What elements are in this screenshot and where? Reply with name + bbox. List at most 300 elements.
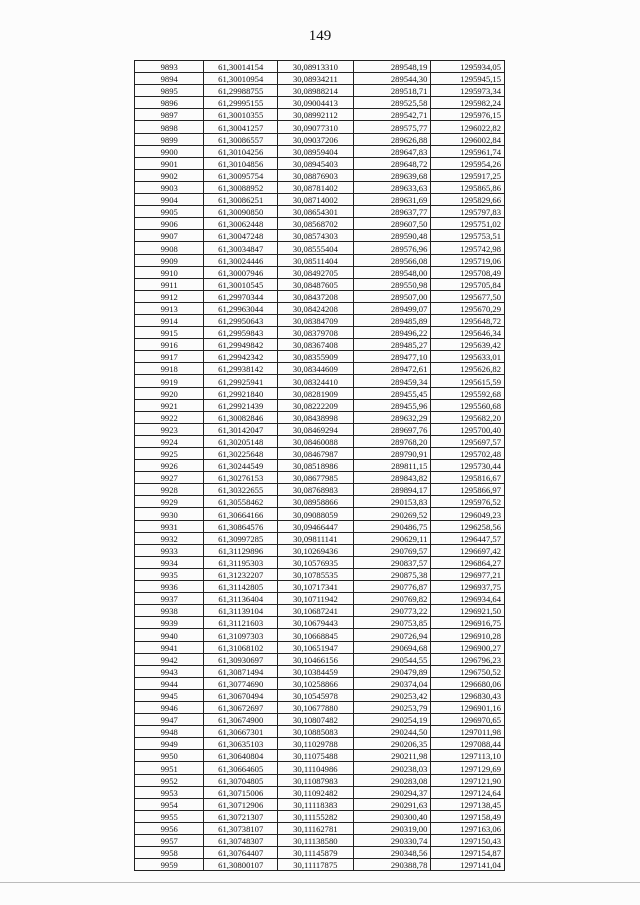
table-row [135,822,505,834]
longitude-cell: 30,10717341 [278,581,354,593]
x-coordinate-cell: 289544,30 [353,73,431,85]
table-row [135,472,505,484]
latitude-cell: 61,30007946 [204,266,278,278]
y-coordinate-cell: 1295646,34 [431,327,505,339]
longitude-cell: 30,09466447 [278,520,354,532]
longitude-cell: 30,10651947 [278,641,354,653]
x-coordinate-cell: 290753,85 [353,617,431,629]
y-coordinate-cell: 1296921,50 [431,605,505,617]
longitude-cell: 30,11087983 [278,774,354,786]
point-number-cell: 9917 [135,351,204,363]
latitude-cell: 61,30088952 [204,181,278,193]
x-coordinate-cell: 289697,76 [353,423,431,435]
y-coordinate-cell: 1296864,27 [431,556,505,568]
x-coordinate-cell: 290294,37 [353,786,431,798]
y-coordinate-cell: 1296002,84 [431,133,505,145]
table-row [135,351,505,363]
x-coordinate-cell: 289648,72 [353,157,431,169]
longitude-cell: 30,08913310 [278,61,354,73]
table-row [135,194,505,206]
latitude-cell: 61,31232207 [204,568,278,580]
x-coordinate-cell: 289548,19 [353,61,431,73]
table-row [135,327,505,339]
latitude-cell: 61,30715006 [204,786,278,798]
point-number-cell: 9945 [135,689,204,701]
table-row [135,339,505,351]
y-coordinate-cell: 1295917,25 [431,169,505,181]
latitude-cell: 61,30104256 [204,145,278,157]
latitude-cell: 61,30010545 [204,278,278,290]
point-number-cell: 9915 [135,327,204,339]
point-number-cell: 9922 [135,411,204,423]
y-coordinate-cell: 1297113,10 [431,750,505,762]
table-row [135,61,505,73]
table-row [135,460,505,472]
point-number-cell: 9924 [135,435,204,447]
point-number-cell: 9907 [135,230,204,242]
latitude-cell: 61,29925941 [204,375,278,387]
longitude-cell: 30,08992112 [278,109,354,121]
latitude-cell: 61,30034847 [204,242,278,254]
x-coordinate-cell: 290291,63 [353,798,431,810]
y-coordinate-cell: 1295816,67 [431,472,505,484]
latitude-cell: 61,31136404 [204,593,278,605]
y-coordinate-cell: 1295705,84 [431,278,505,290]
latitude-cell: 61,30142047 [204,423,278,435]
latitude-cell: 61,30721307 [204,810,278,822]
x-coordinate-cell: 290486,75 [353,520,431,532]
table-row [135,399,505,411]
longitude-cell: 30,08424208 [278,302,354,314]
longitude-cell: 30,08959404 [278,145,354,157]
latitude-cell: 61,30672697 [204,701,278,713]
y-coordinate-cell: 1296977,21 [431,568,505,580]
table-row [135,181,505,193]
latitude-cell: 61,29921840 [204,387,278,399]
point-number-cell: 9944 [135,677,204,689]
table-row [135,798,505,810]
longitude-cell: 30,08555404 [278,242,354,254]
x-coordinate-cell: 290319,00 [353,822,431,834]
latitude-cell: 61,29949842 [204,339,278,351]
point-number-cell: 9932 [135,532,204,544]
point-number-cell: 9897 [135,109,204,121]
y-coordinate-cell: 1296022,82 [431,121,505,133]
latitude-cell: 61,30670494 [204,689,278,701]
latitude-cell: 61,29970344 [204,290,278,302]
y-coordinate-cell: 1295751,02 [431,218,505,230]
point-number-cell: 9958 [135,847,204,859]
point-number-cell: 9902 [135,169,204,181]
point-number-cell: 9898 [135,121,204,133]
latitude-cell: 61,30322655 [204,484,278,496]
latitude-cell: 61,30704805 [204,774,278,786]
latitude-cell: 61,29959843 [204,327,278,339]
table-row [135,653,505,665]
table-row [135,157,505,169]
point-number-cell: 9905 [135,206,204,218]
latitude-cell: 61,31097303 [204,629,278,641]
latitude-cell: 61,30024446 [204,254,278,266]
point-number-cell: 9931 [135,520,204,532]
y-coordinate-cell: 1295670,29 [431,302,505,314]
table-row [135,701,505,713]
latitude-cell: 61,30640804 [204,750,278,762]
longitude-cell: 30,08714002 [278,194,354,206]
y-coordinate-cell: 1296796,23 [431,653,505,665]
y-coordinate-cell: 1295976,52 [431,496,505,508]
x-coordinate-cell: 289455,96 [353,399,431,411]
point-number-cell: 9919 [135,375,204,387]
x-coordinate-cell: 289550,98 [353,278,431,290]
longitude-cell: 30,08324410 [278,375,354,387]
x-coordinate-cell: 290330,74 [353,835,431,847]
table-row [135,411,505,423]
longitude-cell: 30,08492705 [278,266,354,278]
latitude-cell: 61,30062448 [204,218,278,230]
x-coordinate-cell: 289637,77 [353,206,431,218]
table-row [135,121,505,133]
x-coordinate-cell: 289631,69 [353,194,431,206]
y-coordinate-cell: 1296447,57 [431,532,505,544]
point-number-cell: 9949 [135,738,204,750]
latitude-cell: 61,30930697 [204,653,278,665]
x-coordinate-cell: 290253,79 [353,701,431,713]
longitude-cell: 30,08222209 [278,399,354,411]
longitude-cell: 30,10785535 [278,568,354,580]
point-number-cell: 9953 [135,786,204,798]
latitude-cell: 61,30764407 [204,847,278,859]
point-number-cell: 9906 [135,218,204,230]
point-number-cell: 9916 [135,339,204,351]
x-coordinate-cell: 290388,78 [353,859,431,871]
x-coordinate-cell: 289626,88 [353,133,431,145]
x-coordinate-cell: 289768,20 [353,435,431,447]
x-coordinate-cell: 289894,17 [353,484,431,496]
y-coordinate-cell: 1295945,15 [431,73,505,85]
longitude-cell: 30,08467987 [278,448,354,460]
x-coordinate-cell: 290773,22 [353,605,431,617]
y-coordinate-cell: 1297129,69 [431,762,505,774]
latitude-cell: 61,31129896 [204,544,278,556]
table-row [135,810,505,822]
longitude-cell: 30,10466156 [278,653,354,665]
point-number-cell: 9912 [135,290,204,302]
point-number-cell: 9893 [135,61,204,73]
latitude-cell: 61,30082846 [204,411,278,423]
x-coordinate-cell: 290153,83 [353,496,431,508]
y-coordinate-cell: 1295633,01 [431,351,505,363]
x-coordinate-cell: 290629,11 [353,532,431,544]
y-coordinate-cell: 1295677,50 [431,290,505,302]
table-row [135,254,505,266]
x-coordinate-cell: 290875,38 [353,568,431,580]
latitude-cell: 61,30095754 [204,169,278,181]
point-number-cell: 9941 [135,641,204,653]
point-number-cell: 9939 [135,617,204,629]
table-row [135,677,505,689]
table-row [135,423,505,435]
latitude-cell: 61,30010355 [204,109,278,121]
x-coordinate-cell: 290776,87 [353,581,431,593]
latitude-cell: 61,30244549 [204,460,278,472]
latitude-cell: 61,30871494 [204,665,278,677]
y-coordinate-cell: 1297121,90 [431,774,505,786]
longitude-cell: 30,10258866 [278,677,354,689]
x-coordinate-cell: 290769,82 [353,593,431,605]
point-number-cell: 9927 [135,472,204,484]
latitude-cell: 61,30667301 [204,726,278,738]
point-number-cell: 9913 [135,302,204,314]
x-coordinate-cell: 290544,55 [353,653,431,665]
longitude-cell: 30,11162781 [278,822,354,834]
x-coordinate-cell: 289472,61 [353,363,431,375]
longitude-cell: 30,10545978 [278,689,354,701]
table-row [135,738,505,750]
y-coordinate-cell: 1295697,57 [431,435,505,447]
latitude-cell: 61,30225648 [204,448,278,460]
x-coordinate-cell: 290479,89 [353,665,431,677]
latitude-cell: 61,30090850 [204,206,278,218]
latitude-cell: 61,30086557 [204,133,278,145]
point-number-cell: 9908 [135,242,204,254]
longitude-cell: 30,08379708 [278,327,354,339]
table-row [135,145,505,157]
x-coordinate-cell: 290206,35 [353,738,431,750]
table-row [135,774,505,786]
y-coordinate-cell: 1295615,59 [431,375,505,387]
latitude-cell: 61,30276153 [204,472,278,484]
table-row [135,496,505,508]
table-row [135,435,505,447]
longitude-cell: 30,08768983 [278,484,354,496]
latitude-cell: 61,30086251 [204,194,278,206]
table-row [135,314,505,326]
table-row [135,568,505,580]
point-number-cell: 9951 [135,762,204,774]
latitude-cell: 61,30738107 [204,822,278,834]
point-number-cell: 9948 [135,726,204,738]
latitude-cell: 61,30205148 [204,435,278,447]
table-row [135,484,505,496]
point-number-cell: 9918 [135,363,204,375]
point-number-cell: 9938 [135,605,204,617]
longitude-cell: 30,08384709 [278,314,354,326]
table-row [135,629,505,641]
longitude-cell: 30,08876903 [278,169,354,181]
x-coordinate-cell: 290374,04 [353,677,431,689]
x-coordinate-cell: 289633,63 [353,181,431,193]
table-row [135,835,505,847]
latitude-cell: 61,31121603 [204,617,278,629]
y-coordinate-cell: 1295700,40 [431,423,505,435]
point-number-cell: 9933 [135,544,204,556]
y-coordinate-cell: 1295797,83 [431,206,505,218]
longitude-cell: 30,08460088 [278,435,354,447]
y-coordinate-cell: 1296049,23 [431,508,505,520]
point-number-cell: 9955 [135,810,204,822]
y-coordinate-cell: 1295866,97 [431,484,505,496]
longitude-cell: 30,10807482 [278,714,354,726]
y-coordinate-cell: 1295639,42 [431,339,505,351]
x-coordinate-cell: 290211,98 [353,750,431,762]
longitude-cell: 30,10885083 [278,726,354,738]
y-coordinate-cell: 1297163,06 [431,822,505,834]
longitude-cell: 30,08437208 [278,290,354,302]
point-number-cell: 9921 [135,399,204,411]
x-coordinate-cell: 290254,19 [353,714,431,726]
y-coordinate-cell: 1295976,15 [431,109,505,121]
point-number-cell: 9928 [135,484,204,496]
point-number-cell: 9942 [135,653,204,665]
table-row [135,375,505,387]
longitude-cell: 30,08945403 [278,157,354,169]
y-coordinate-cell: 1295865,86 [431,181,505,193]
latitude-cell: 61,30800107 [204,859,278,871]
longitude-cell: 30,11155282 [278,810,354,822]
table-row [135,689,505,701]
x-coordinate-cell: 289455,45 [353,387,431,399]
y-coordinate-cell: 1297011,98 [431,726,505,738]
table-row [135,617,505,629]
x-coordinate-cell: 290348,56 [353,847,431,859]
table-row [135,230,505,242]
point-number-cell: 9895 [135,85,204,97]
longitude-cell: 30,10687241 [278,605,354,617]
longitude-cell: 30,11075488 [278,750,354,762]
longitude-cell: 30,10384459 [278,665,354,677]
y-coordinate-cell: 1295560,68 [431,399,505,411]
point-number-cell: 9934 [135,556,204,568]
latitude-cell: 61,29995155 [204,97,278,109]
table-row [135,641,505,653]
longitude-cell: 30,08677985 [278,472,354,484]
y-coordinate-cell: 1297124,64 [431,786,505,798]
latitude-cell: 61,31195303 [204,556,278,568]
y-coordinate-cell: 1296970,65 [431,714,505,726]
y-coordinate-cell: 1295742,98 [431,242,505,254]
longitude-cell: 30,11092482 [278,786,354,798]
longitude-cell: 30,11118383 [278,798,354,810]
x-coordinate-cell: 289507,00 [353,290,431,302]
table-row [135,85,505,97]
latitude-cell: 61,30664605 [204,762,278,774]
table-row [135,520,505,532]
x-coordinate-cell: 290244,50 [353,726,431,738]
table-row [135,750,505,762]
point-number-cell: 9899 [135,133,204,145]
page-number: 149 [308,28,332,44]
point-number-cell: 9896 [135,97,204,109]
longitude-cell: 30,10677880 [278,701,354,713]
x-coordinate-cell: 290238,03 [353,762,431,774]
y-coordinate-cell: 1295682,20 [431,411,505,423]
latitude-cell: 61,29921439 [204,399,278,411]
point-number-cell: 9935 [135,568,204,580]
latitude-cell: 61,31139104 [204,605,278,617]
table-row [135,278,505,290]
y-coordinate-cell: 1295961,74 [431,145,505,157]
x-coordinate-cell: 289607,50 [353,218,431,230]
x-coordinate-cell: 290726,94 [353,629,431,641]
x-coordinate-cell: 289576,96 [353,242,431,254]
y-coordinate-cell: 1296258,56 [431,520,505,532]
y-coordinate-cell: 1297141,04 [431,859,505,871]
point-number-cell: 9947 [135,714,204,726]
y-coordinate-cell: 1296900,27 [431,641,505,653]
y-coordinate-cell: 1296916,75 [431,617,505,629]
table-row [135,169,505,181]
x-coordinate-cell: 290694,68 [353,641,431,653]
longitude-cell: 30,11029788 [278,738,354,750]
point-number-cell: 9903 [135,181,204,193]
point-number-cell: 9940 [135,629,204,641]
y-coordinate-cell: 1295702,48 [431,448,505,460]
longitude-cell: 30,11104986 [278,762,354,774]
x-coordinate-cell: 289459,34 [353,375,431,387]
longitude-cell: 30,08568702 [278,218,354,230]
latitude-cell: 61,30674900 [204,714,278,726]
y-coordinate-cell: 1295954,26 [431,157,505,169]
point-number-cell: 9943 [135,665,204,677]
table-row [135,762,505,774]
latitude-cell: 61,30558462 [204,496,278,508]
point-number-cell: 9920 [135,387,204,399]
y-coordinate-cell: 1295973,34 [431,85,505,97]
latitude-cell: 61,29950643 [204,314,278,326]
x-coordinate-cell: 289518,71 [353,85,431,97]
point-number-cell: 9950 [135,750,204,762]
latitude-cell: 61,30047248 [204,230,278,242]
x-coordinate-cell: 290837,57 [353,556,431,568]
table-row [135,266,505,278]
latitude-cell: 61,31142805 [204,581,278,593]
point-number-cell: 9926 [135,460,204,472]
y-coordinate-cell: 1296697,42 [431,544,505,556]
table-row [135,290,505,302]
y-coordinate-cell: 1295626,82 [431,363,505,375]
point-number-cell: 9936 [135,581,204,593]
table-row [135,242,505,254]
x-coordinate-cell: 289499,07 [353,302,431,314]
point-number-cell: 9959 [135,859,204,871]
longitude-cell: 30,10668845 [278,629,354,641]
longitude-cell: 30,10679443 [278,617,354,629]
x-coordinate-cell: 289477,10 [353,351,431,363]
y-coordinate-cell: 1297150,43 [431,835,505,847]
latitude-cell: 61,29942342 [204,351,278,363]
x-coordinate-cell: 289485,27 [353,339,431,351]
longitude-cell: 30,08469294 [278,423,354,435]
x-coordinate-cell: 290300,40 [353,810,431,822]
longitude-cell: 30,08438998 [278,411,354,423]
table-row [135,714,505,726]
longitude-cell: 30,08344609 [278,363,354,375]
table-row [135,605,505,617]
x-coordinate-cell: 289639,68 [353,169,431,181]
longitude-cell: 30,10269436 [278,544,354,556]
y-coordinate-cell: 1295982,24 [431,97,505,109]
longitude-cell: 30,10576935 [278,556,354,568]
y-coordinate-cell: 1295592,68 [431,387,505,399]
latitude-cell: 61,31068102 [204,641,278,653]
longitude-cell: 30,08511404 [278,254,354,266]
y-coordinate-cell: 1295719,06 [431,254,505,266]
point-number-cell: 9956 [135,822,204,834]
point-number-cell: 9954 [135,798,204,810]
point-number-cell: 9937 [135,593,204,605]
x-coordinate-cell: 289542,71 [353,109,431,121]
